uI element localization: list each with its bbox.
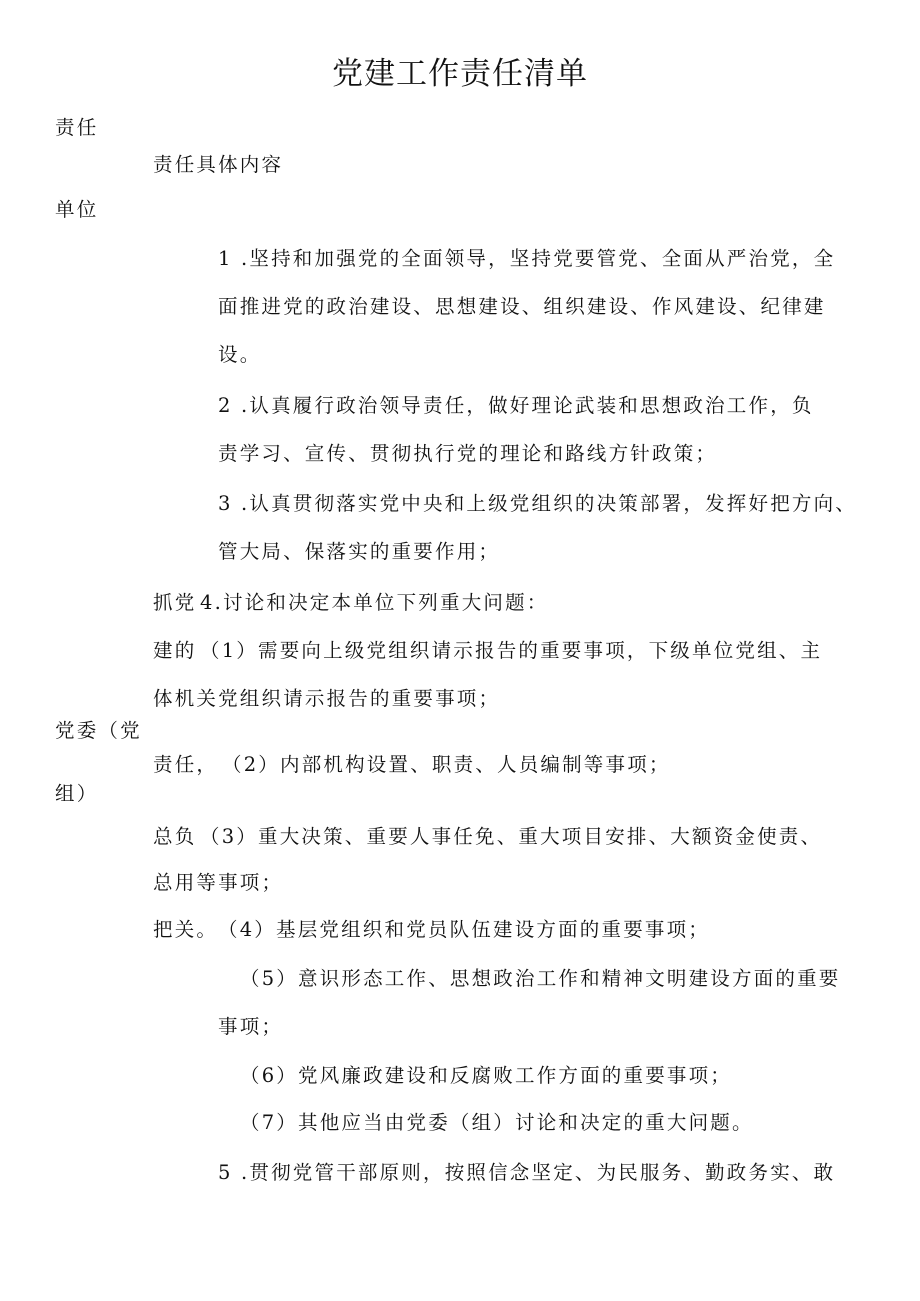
header-content-label: 责任具体内容 [153,153,284,176]
responsibility-text-5: 把关。 [153,918,219,941]
item-4-sub-5-line-2: 事项； [218,1015,284,1038]
responsibility-text-2: 建的 [153,639,197,662]
item-2-line-1: 2 .认真履行政治领导责任，做好理论武装和思想政治工作，负 [218,394,814,417]
item-2-line-2: 责学习、宣传、贯彻执行党的理论和路线方针政策； [218,442,718,465]
item-1-line-1: 1 .坚持和加强党的全面领导，坚持党要管党、全面从严治党，全 [218,247,836,270]
item-4-sub-7: （7）其他应当由党委（组）讨论和决定的重大问题。 [240,1111,754,1134]
responsibility-text-4: 总负 [153,825,197,848]
item-3-line-2: 管大局、保落实的重要作用； [218,540,501,563]
item-4-sub-3-line-1: （3）重大决策、重要人事任免、重大项目安排、大额资金使责、 [200,825,823,848]
item-4-sub-1-line-1: （1）需要向上级党组织请示报告的重要事项，下级单位党组、主 [200,639,823,662]
item-4-sub-4: （4）基层党组织和党员队伍建设方面的重要事项； [218,918,711,941]
item-4-heading: 4.讨论和决定本单位下列重大问题： [200,591,549,614]
item-4-sub-5-line-1: （5）意识形态工作、思想政治工作和精神文明建设方面的重要 [240,967,841,990]
item-5-line-1: 5 .贯彻党管干部原则，按照信念坚定、为民服务、勤政务实、敢 [218,1161,836,1184]
unit-name-line2: 组） [55,782,99,805]
responsibility-text-3: 责任， [153,753,219,776]
item-1-line-3: 设。 [218,343,262,366]
item-4-sub-1-line-2: 体机关党组织请示报告的重要事项； [153,687,501,710]
item-4-sub-6: （6）党风廉政建设和反腐败工作方面的重要事项； [240,1064,733,1087]
item-3-line-1: 3 .认真贯彻落实党中央和上级党组织的决策部署，发挥好把方向、 [218,492,858,515]
item-1-line-2: 面推进党的政治建设、思想建设、组织建设、作风建设、纪律建 [218,295,826,318]
item-4-sub-3-line-2: 总用等事项； [153,871,284,894]
responsibility-text-1: 抓党 [153,591,197,614]
header-unit-label-line1: 责任 [55,116,99,139]
item-4-sub-2: （2）内部机构设置、职责、人员编制等事项； [222,753,671,776]
document-title: 党建工作责任清单 [332,56,588,92]
unit-name-line1: 党委（党 [55,719,142,742]
header-unit-label-line2: 单位 [55,198,99,221]
